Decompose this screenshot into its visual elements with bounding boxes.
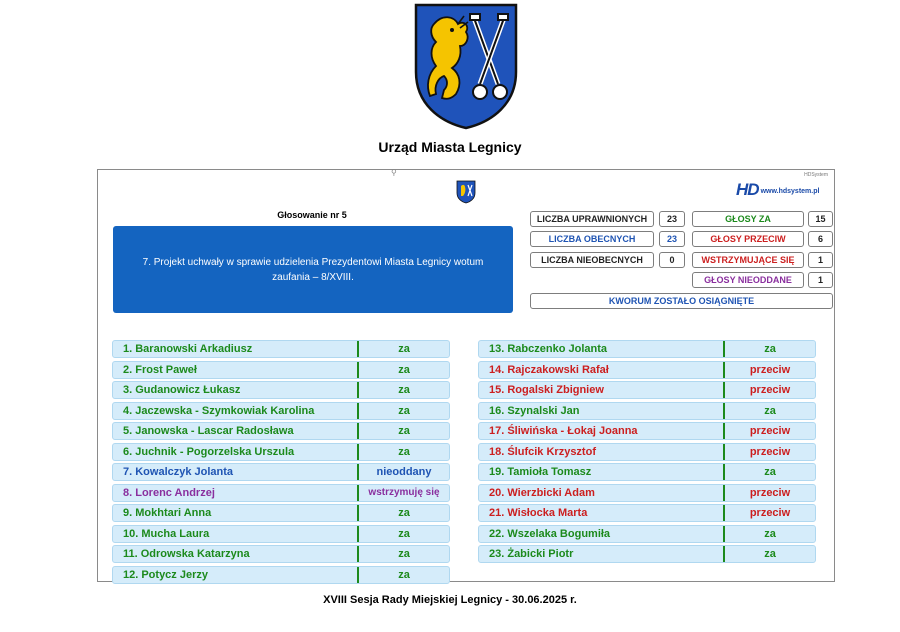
brand-small-text: HDSystem: [804, 172, 828, 178]
abstain-label: WSTRZYMUJĄCE SIĘ: [692, 252, 804, 268]
member-row: [112, 484, 450, 502]
votes-against-value: 6: [808, 231, 833, 247]
member-vote: za: [398, 404, 410, 417]
member-name: 13. Rabczenko Jolanta: [479, 341, 725, 357]
member-vote: za: [398, 363, 410, 376]
member-vote: przeciw: [749, 384, 791, 396]
member-vote: nieoddany: [376, 466, 432, 478]
member-row: [112, 422, 450, 440]
member-row: [478, 340, 816, 358]
eligible-value: 23: [659, 211, 685, 227]
member-name: 16. Szynalski Jan: [479, 403, 725, 419]
member-vote: za: [398, 343, 410, 355]
member-row: [112, 504, 450, 522]
member-row: [478, 422, 816, 440]
member-name: 22. Wszelaka Bogumiła: [479, 526, 725, 542]
member-name: 1. Baranowski Arkadiusz: [113, 341, 359, 357]
member-name: 23. Żabicki Piotr: [479, 546, 725, 562]
absent-label: LICZBA NIEOBECNYCH: [530, 252, 654, 268]
page-title: Urząd Miasta Legnicy: [378, 139, 522, 155]
member-vote: za: [764, 343, 776, 355]
resolution-box: 7. Projekt uchwały w sprawie udzielenia Prezydentowi Miasta Legnicy wotum zaufania – 8/XVIII.: [113, 226, 513, 313]
eligible-label: LICZBA UPRAWNIONYCH: [530, 211, 654, 227]
member-row: [478, 484, 816, 502]
member-row: [478, 443, 816, 461]
member-vote: za: [398, 425, 410, 437]
quorum-status: KWORUM ZOSTAŁO OSIĄGNIĘTE: [530, 293, 833, 309]
member-name: 15. Rogalski Zbigniew: [479, 382, 725, 398]
member-row: [112, 566, 450, 584]
not-cast-label: GŁOSY NIEODDANE: [692, 272, 804, 288]
member-vote: za: [764, 404, 776, 417]
member-name: 7. Kowalczyk Jolanta: [113, 464, 359, 480]
votes-for-value: 15: [808, 211, 833, 227]
abstain-value: 1: [808, 252, 833, 268]
member-vote: za: [764, 548, 776, 560]
member-vote: przeciw: [749, 486, 791, 499]
member-row: [112, 443, 450, 461]
member-name: 6. Juchnik - Pogorzelska Urszula: [113, 444, 359, 460]
member-name: 17. Śliwińska - Łokaj Joanna: [479, 423, 725, 439]
member-row: [478, 525, 816, 543]
session-footer: XVIII Sesja Rady Miejskiej Legnicy - 30.06.2025 r.: [323, 594, 577, 606]
voting-display-panel: [97, 169, 835, 582]
votes-for-label: GŁOSY ZA: [692, 211, 804, 227]
member-name: 9. Mokhtari Anna: [113, 505, 359, 521]
member-name: 3. Gudanowicz Łukasz: [113, 382, 359, 398]
member-vote: za: [398, 527, 410, 540]
member-vote: przeciw: [749, 445, 791, 458]
magnifier-icon: ⚲: [391, 168, 397, 177]
member-name: 21. Wisłocka Marta: [479, 505, 725, 521]
member-row: [112, 545, 450, 563]
member-row: [478, 463, 816, 481]
member-vote: za: [398, 548, 410, 560]
member-row: [478, 545, 816, 563]
member-name: 11. Odrowska Katarzyna: [113, 546, 359, 562]
member-vote: za: [398, 507, 410, 519]
member-vote: za: [398, 384, 410, 396]
member-vote: za: [764, 527, 776, 540]
member-name: 10. Mucha Laura: [113, 526, 359, 542]
member-row: [112, 463, 450, 481]
votes-against-label: GŁOSY PRZECIW: [692, 231, 804, 247]
member-vote: przeciw: [749, 507, 791, 519]
member-vote: za: [398, 445, 410, 458]
voting-number: Głosowanie nr 5: [277, 210, 347, 220]
present-label: LICZBA OBECNYCH: [530, 231, 654, 247]
small-coat-of-arms-icon: [456, 180, 476, 204]
member-vote: wstrzymuję się: [368, 487, 440, 498]
hdsystem-logo: HD www.hdsystem.pl: [736, 179, 820, 199]
member-name: 18. Ślufcik Krzysztof: [479, 444, 725, 460]
member-row: [478, 504, 816, 522]
member-row: [112, 361, 450, 379]
member-row: [478, 361, 816, 379]
member-vote: za: [398, 568, 410, 581]
member-name: 4. Jaczewska - Szymkowiak Karolina: [113, 403, 359, 419]
member-vote: przeciw: [749, 363, 791, 376]
member-name: 8. Lorenc Andrzej: [113, 485, 359, 501]
member-row: [112, 402, 450, 420]
member-row: [112, 381, 450, 399]
member-name: 20. Wierzbicki Adam: [479, 485, 725, 501]
member-vote: za: [764, 466, 776, 478]
member-row: [112, 340, 450, 358]
present-value: 23: [659, 231, 685, 247]
member-name: 12. Potycz Jerzy: [113, 567, 359, 583]
absent-value: 0: [659, 252, 685, 268]
member-name: 2. Frost Paweł: [113, 362, 359, 378]
member-row: [112, 525, 450, 543]
member-name: 5. Janowska - Lascar Radosława: [113, 423, 359, 439]
not-cast-value: 1: [808, 272, 833, 288]
member-name: 19. Tamioła Tomasz: [479, 464, 725, 480]
member-row: [478, 402, 816, 420]
coat-of-arms-icon: [412, 2, 520, 130]
member-vote: przeciw: [749, 425, 791, 437]
member-row: [478, 381, 816, 399]
member-name: 14. Rajczakowski Rafał: [479, 362, 725, 378]
